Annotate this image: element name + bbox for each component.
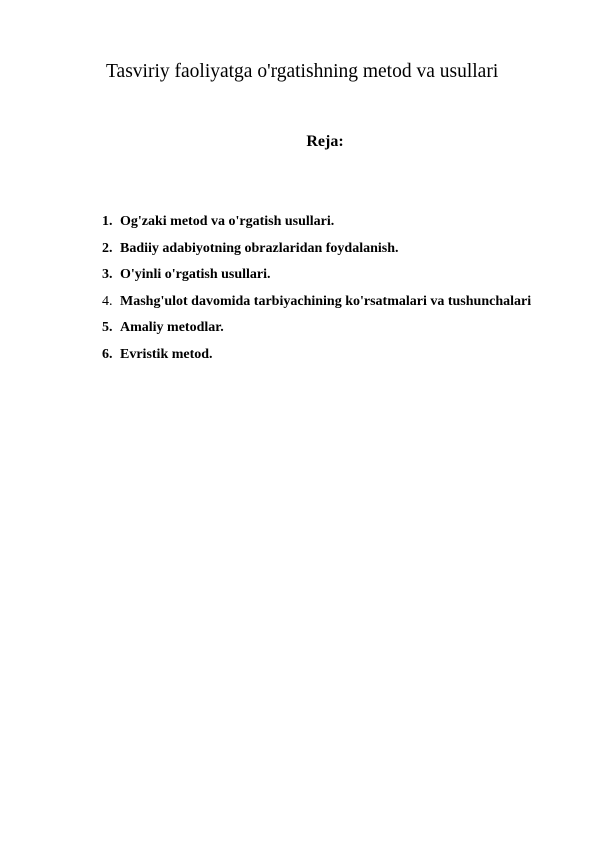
plan-item-text: Mashg'ulot davomida tarbiyachining ko'rsatmalari va tushunchalari bbox=[120, 293, 532, 309]
plan-item-number: 5. bbox=[102, 320, 113, 335]
plan-item-1 bbox=[102, 209, 542, 236]
plan-heading: Reja: bbox=[306, 133, 344, 150]
plan-item-number: 6. bbox=[102, 346, 113, 362]
plan-list bbox=[102, 209, 542, 368]
plan-item-number: 4. bbox=[102, 293, 113, 309]
plan-item-number: 3. bbox=[102, 267, 113, 282]
plan-item-text: Badiiy adabiyotning obrazlaridan foydalanish. bbox=[120, 240, 399, 256]
plan-item-number: 2. bbox=[102, 240, 113, 256]
plan-item-4 bbox=[102, 289, 542, 316]
plan-item-text: Amaliy metodlar. bbox=[120, 320, 224, 335]
plan-item-2 bbox=[102, 236, 542, 263]
plan-item-6 bbox=[102, 342, 542, 369]
plan-item-text: O'yinli o'rgatish usullari. bbox=[120, 267, 271, 282]
plan-item-5 bbox=[102, 315, 542, 342]
plan-item-text: Og'zaki metod va o'rgatish usullari. bbox=[120, 214, 335, 229]
plan-item-number: 1. bbox=[102, 214, 113, 229]
plan-item-text: Evristik metod. bbox=[120, 346, 213, 362]
plan-item-3 bbox=[102, 262, 542, 289]
document-title: Tasviriy faoliyatga o'rgatishning metod va usullari bbox=[106, 61, 499, 82]
